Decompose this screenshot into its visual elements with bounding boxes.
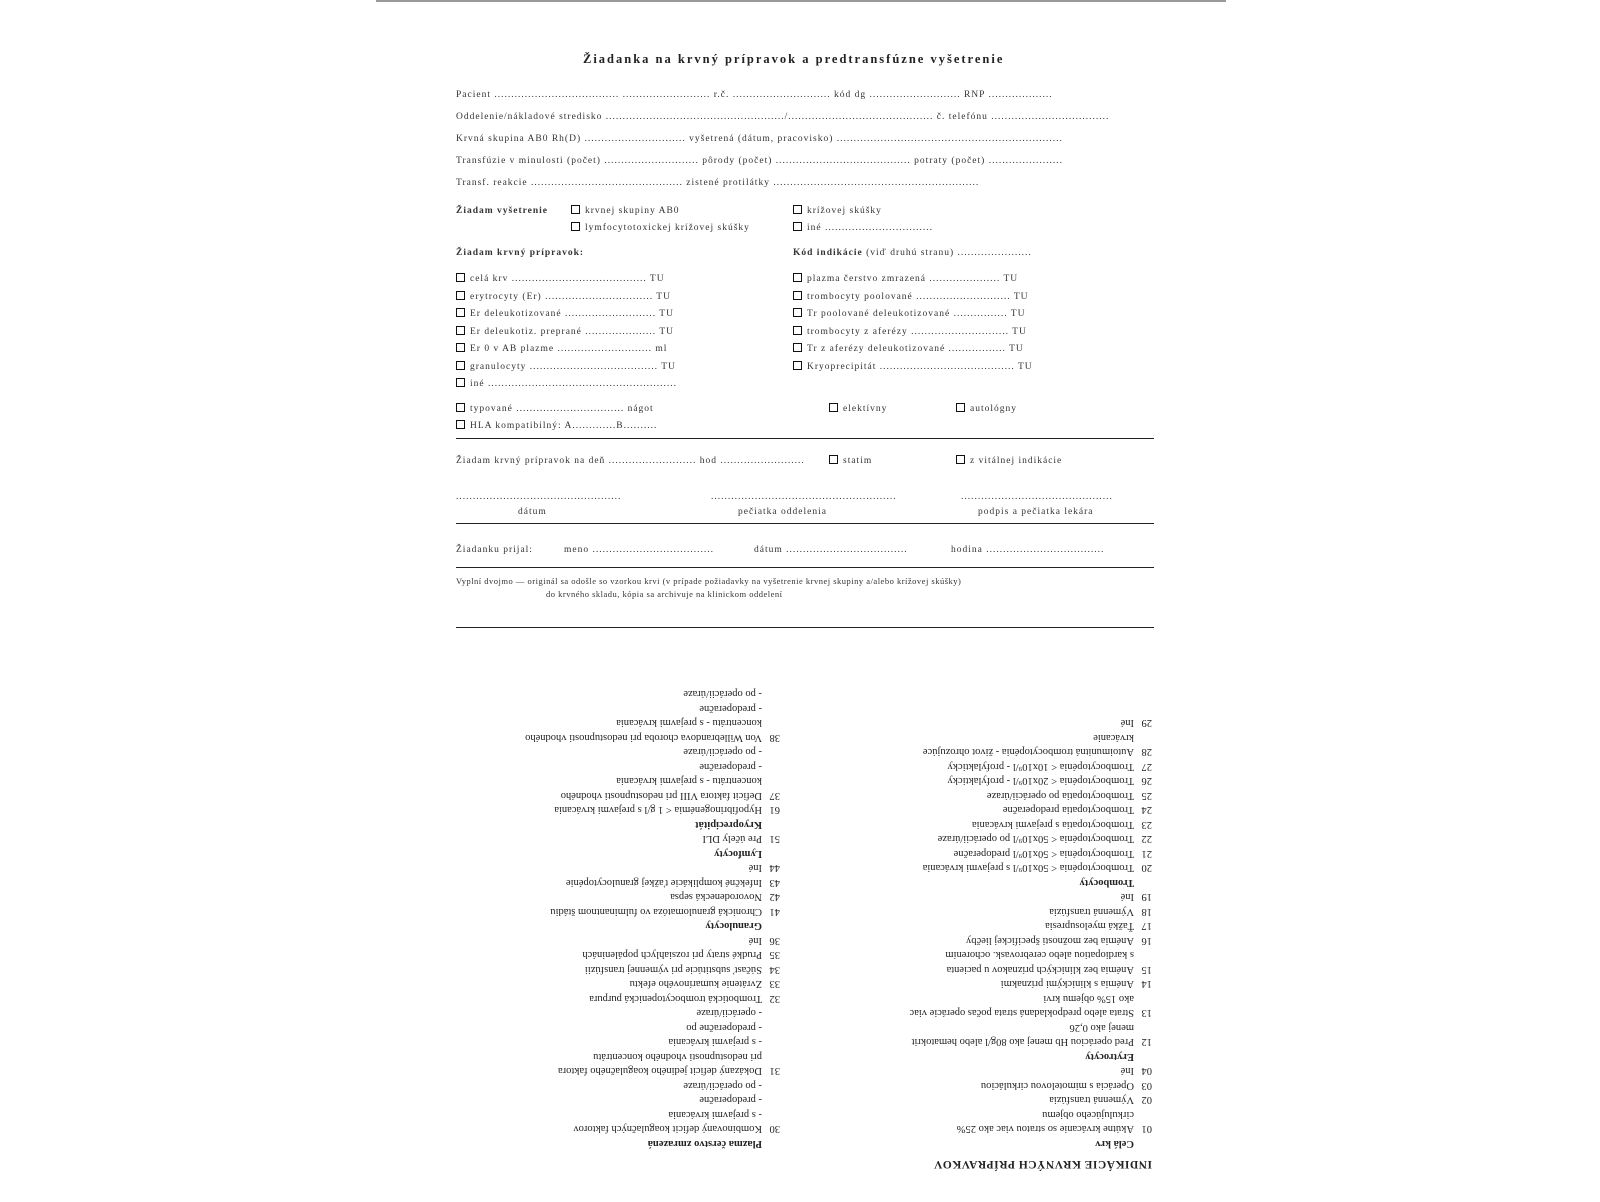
indications-heading: INDIKÁCIE KRVNÝCH PRÍPRAVKOV [933, 1158, 1152, 1170]
indication-code: 27 [1141, 761, 1152, 772]
indication-text: Trombocyty [1079, 877, 1134, 888]
indication-code: 43 [769, 877, 780, 888]
indication-item [910, 744, 1152, 759]
exam-label: Žiadam vyšetrenie [456, 206, 549, 216]
indication-text: Hypofibrinogenémia < 1 g/l s prejavmi krvácania [554, 804, 762, 816]
indication-item [525, 686, 780, 701]
hla-label: HLA kompatibilný: A.............B.......... [470, 421, 658, 431]
indication-item [525, 860, 780, 875]
product-item-label: trombocyty z aferézy ............................. TU [807, 327, 1027, 337]
indication-code: 19 [1141, 891, 1152, 903]
indication-text: Trombocytopénia < 50x10⁹/l po operácii/úraze [937, 833, 1134, 845]
received-date: dátum .................................... [754, 545, 908, 555]
indication-text: Iné [1120, 717, 1134, 729]
exam-option-label: lymfocytotoxickej krížovej skúšky [585, 223, 750, 233]
indication-item [910, 904, 1152, 919]
indication-item [525, 715, 780, 730]
indication-text: - po operácii/úraze [683, 688, 762, 700]
elective-label: elektívny [843, 404, 888, 414]
received-hour: hodina ................................... [951, 545, 1105, 555]
product-item-label: trombocyty poolované ............................ TU [807, 292, 1029, 302]
indication-item [525, 773, 780, 788]
product-item-label: Tr z aferézy deleukotizované ................. TU [807, 344, 1024, 354]
indication-text: Trombocytopénia < 50x10⁹/l predoperačne [953, 848, 1134, 859]
indication-text: Pred operáciou Hb menej ako 80g/l alebo hematokrit [911, 1036, 1134, 1048]
indication-item [525, 1034, 780, 1049]
indication-item [910, 788, 1152, 803]
vital-label: z vitálnej indikácie [970, 456, 1063, 466]
indication-code: 35 [769, 949, 780, 961]
patient-row: Pacient ..................................... .......................... r.č. ............................. kód dg ........................... RNP ................... [456, 90, 1053, 100]
indication-text: Lymfocyty [714, 848, 762, 859]
indication-item [910, 817, 1152, 832]
indication-code: 23 [1141, 819, 1152, 830]
indication-code: 04 [1141, 1065, 1152, 1077]
indication-code: 24 [1141, 804, 1152, 816]
indication-text: - predoperačne [699, 1094, 762, 1106]
indication-item [910, 918, 1152, 933]
indication-item [525, 759, 780, 774]
indication-text: koncentrátu - s prejavmi krvácania [616, 775, 762, 787]
dots: ....................................................... [711, 492, 897, 502]
product-item-label: erytrocyty (Er) ................................ TU [470, 292, 671, 302]
product-item-label: granulocyty ...................................... TU [470, 362, 676, 372]
indication-code: 29 [1141, 717, 1152, 729]
indication-item [525, 889, 780, 904]
indication-text: krvácanie [1093, 732, 1134, 743]
indication-group-heading [525, 918, 780, 933]
indication-code: 16 [1141, 935, 1152, 946]
indication-text: cirkulujúceho objemu [1042, 1109, 1134, 1120]
indication-text: Anémia s klinickými príznakmi [1000, 978, 1134, 990]
indication-code: 30 [769, 1123, 780, 1135]
indication-text: Novorodenecká sepsa [670, 891, 762, 903]
indication-item [910, 759, 1152, 774]
indication-text: Kombinovaný deficit koagulačných faktorov [573, 1123, 762, 1135]
indication-code: 13 [1141, 1007, 1152, 1019]
indication-item [525, 1049, 780, 1064]
indication-text: Trombocytopénia < 50x10⁹/l s prejavmi krvácania [922, 862, 1134, 874]
indication-item [525, 904, 780, 919]
indication-item [525, 947, 780, 962]
indication-code: 31 [769, 1065, 780, 1077]
indication-item [525, 962, 780, 977]
indication-item [910, 846, 1152, 861]
indication-code: 37 [769, 790, 780, 801]
indication-code: 44 [769, 862, 780, 874]
indication-code: 20 [1141, 862, 1152, 874]
exam-option-label: krížovej skúšky [807, 206, 882, 216]
indication-item [910, 1020, 1152, 1035]
footnote-line: Vyplní dvojmo — originál sa odošle so vzorkou krvi (v prípade požiadavky na vyšetrenie krvnej skupiny a/alebo krížovej skúšky) [456, 576, 962, 586]
product-item-label: plazma čerstvo zmrazená ..................... TU [807, 274, 1019, 284]
indication-item [910, 962, 1152, 977]
indication-code: 26 [1141, 775, 1152, 787]
indication-text: Chronická granulomatóza vo fulminantnom štádiu [550, 906, 762, 917]
indication-item [525, 933, 780, 948]
indication-item [525, 1005, 780, 1020]
indication-text: Trombocytopatia s prejavmi krvácania [971, 819, 1134, 830]
indication-item [525, 701, 780, 716]
dots: ................................................. [456, 492, 622, 502]
indication-code: 15 [1141, 964, 1152, 975]
indication-code: 22 [1141, 833, 1152, 845]
indication-item [910, 1107, 1152, 1122]
indication-item [910, 715, 1152, 730]
indication-code: 51 [769, 833, 780, 845]
indication-item [910, 1078, 1152, 1093]
signature-department-stamp: pečiatka oddelenia [738, 507, 827, 517]
exam-option-label: iné ................................ [807, 223, 933, 233]
indication-text: koncentrátu - s prejavmi krvácania [616, 717, 762, 729]
indication-item [910, 976, 1152, 991]
indication-text: Autoimunitná trombocytopénia - život ohrozujúce [922, 746, 1134, 758]
indication-item [910, 933, 1152, 948]
indication-text: Infekčné komplikácie ťažkej granulocytopénie [565, 877, 762, 888]
indication-code: 36 [769, 935, 780, 946]
indication-text: s kardiopatiou alebo cerebrovask. ochorením [945, 949, 1134, 961]
indication-text: Trombocytopatia predoperačne [1002, 804, 1134, 816]
dots: ............................................. [961, 492, 1113, 502]
indication-text: Anémia bez možnosti špecifickej liečby [966, 935, 1134, 946]
indication-item [525, 788, 780, 803]
product-item-label: iné ........................................................ [470, 379, 677, 389]
indication-item [525, 831, 780, 846]
indication-item [525, 1078, 780, 1093]
indication-item [910, 860, 1152, 875]
indication-note: (viď druhú stranu) ...................... [866, 248, 1032, 258]
indication-text: - predoperačne [699, 761, 762, 772]
indication-text: ako 15% objemu krvi [1043, 993, 1134, 1004]
indication-code: 41 [769, 906, 780, 917]
indication-text: - s prejavmi krvácania [668, 1109, 762, 1120]
signature-doctor: podpis a pečiatka lekára [978, 507, 1094, 517]
received-label: Žiadanku prijal: [456, 545, 533, 555]
transfusions-row: Transfúzie v minulosti (počet) ............................ pôrody (počet) ........................................ potraty (počet) ...................... [456, 156, 1063, 166]
indication-text: Trombotická trombocytopenická purpura [589, 993, 762, 1004]
indication-text: Pre účely DLI [702, 833, 762, 845]
indication-code: 21 [1141, 848, 1152, 859]
indication-code: 33 [769, 978, 780, 990]
indication-item [525, 875, 780, 890]
reactions-row: Transf. reakcie ............................................. zistené protilátky ............................................................. [456, 178, 980, 188]
indication-code: 12 [1141, 1036, 1152, 1048]
indication-code: 38 [769, 732, 780, 743]
indication-code: 03 [1141, 1080, 1152, 1091]
indication-text: - s prejavmi krvácania [668, 1036, 762, 1048]
indication-text: Erytrocyty [1085, 1051, 1134, 1062]
indication-item [910, 831, 1152, 846]
indication-text: Výmenná transfúzia [1049, 906, 1134, 917]
indication-item [910, 1034, 1152, 1049]
indication-text: Kryoprecipitát [695, 819, 762, 830]
indication-group-heading [525, 846, 780, 861]
product-item-label: Kryoprecipitát ........................................ TU [807, 362, 1033, 372]
indication-code: 32 [769, 993, 780, 1004]
indication-text: - po operácii/úraze [683, 1080, 762, 1091]
indication-text: Anémia bez klinických príznakov u pacienta [946, 964, 1134, 975]
department-row: Oddelenie/nákladové stredisko ...................................................../........................................... č. telefónu ................................... [456, 112, 1110, 122]
indication-group-heading [525, 817, 780, 832]
indication-item [525, 802, 780, 817]
indication-text: - po operácii/úraze [683, 746, 762, 758]
indication-group-heading [910, 1049, 1152, 1064]
indication-text: Súčasť substitúcie pri výmennej transfúzii [584, 964, 762, 975]
indication-item [525, 1107, 780, 1122]
blood-group-row: Krvná skupina AB0 Rh(D) .............................. vyšetrená (dátum, pracovisko) ................................................................... [456, 134, 1063, 144]
product-item-label: Er 0 v AB plazme ............................ ml [470, 344, 668, 354]
indication-text: Granulocyty [705, 920, 762, 932]
indication-item [910, 889, 1152, 904]
indication-item [910, 773, 1152, 788]
statim-label: statim [843, 456, 873, 466]
received-name: meno .................................... [564, 545, 714, 555]
indication-text: Prudké straty pri rozsiahlych popáleninách [582, 949, 762, 961]
indication-code: 18 [1141, 906, 1152, 917]
indication-text: Deficit faktora VIII pri nedostupnosti vhodného [560, 790, 762, 801]
exam-option-label: krvnej skupiny AB0 [585, 206, 680, 216]
indication-text: pri nedostupnosti vhodného koncentrátu [593, 1051, 762, 1062]
request-day: Žiadam krvný prípravok na deň .......................... hod ......................... [456, 456, 805, 466]
indication-item [910, 991, 1152, 1006]
product-item-label: Tr poolované deleukotizované ................ TU [807, 309, 1026, 319]
indication-text: - operácii/úraze [696, 1007, 762, 1019]
indication-text: menej ako 0,26 [1069, 1022, 1134, 1033]
indication-text: Akútne krvácanie so stratou viac ako 25% [956, 1123, 1134, 1135]
indication-item [910, 802, 1152, 817]
indication-group-heading [910, 1136, 1152, 1151]
autologous-label: autológny [970, 404, 1017, 414]
indication-item [525, 1063, 780, 1078]
indication-text: - predoperačne po [686, 1022, 762, 1033]
indication-label: Kód indikácie [793, 248, 863, 258]
indication-code: 14 [1141, 978, 1152, 990]
indication-item [910, 1092, 1152, 1107]
indication-text: Iné [748, 862, 762, 874]
indication-code: 61 [769, 804, 780, 816]
indication-text: Iné [748, 935, 762, 946]
indication-item [525, 1121, 780, 1136]
indication-code: 25 [1141, 790, 1152, 801]
indications-right-column [525, 686, 780, 1150]
indication-group-heading [525, 1136, 780, 1151]
indication-text: Zvrátenie kumarínového efektu [629, 978, 762, 990]
indication-item [910, 1005, 1152, 1020]
indication-code: 42 [769, 891, 780, 903]
indication-text: Trombocytopénia < 10x10⁹/l - profylakticky [947, 761, 1134, 772]
indication-item [910, 1121, 1152, 1136]
indication-item [525, 991, 780, 1006]
indication-text: Trombocytopénia < 20x10⁹/l - profylakticky [947, 775, 1134, 787]
indication-text: Strata alebo predpokladaná strata počas operácie viac [909, 1007, 1134, 1019]
indication-text: Ťažká myelosupresia [1045, 920, 1134, 932]
indication-text: Dokázaný deficit jediného koagulačného faktora [557, 1065, 762, 1077]
indication-text: Trombocytopatia po operácii/úraze [986, 790, 1134, 801]
product-label: Žiadam krvný prípravok: [456, 248, 585, 258]
indication-code: 28 [1141, 746, 1152, 758]
indication-code: 02 [1141, 1094, 1152, 1106]
indication-text: Plazma čerstvo zmrazená [647, 1138, 762, 1149]
indication-item [525, 1020, 780, 1035]
product-item-label: celá krv ........................................ TU [470, 274, 665, 284]
indication-code: 17 [1141, 920, 1152, 932]
indication-item [525, 976, 780, 991]
typed-label: typované ................................ nágot [470, 404, 654, 414]
indication-code: 34 [769, 964, 780, 975]
indication-item [910, 1063, 1152, 1078]
form-title: Žiadanka na krvný prípravok a predtransfúzne vyšetrenie [583, 52, 1005, 66]
indication-item [910, 730, 1152, 745]
indication-item [525, 744, 780, 759]
product-item-label: Er deleukotizované ........................... TU [470, 309, 674, 319]
indication-text: Iné [1120, 891, 1134, 903]
indication-text: Iné [1120, 1065, 1134, 1077]
indication-text: - predoperačne [699, 703, 762, 714]
indication-item [525, 730, 780, 745]
product-item-label: Er deleukotiz. preprané ..................... TU [470, 327, 675, 337]
signature-date: dátum [518, 507, 547, 517]
indication-group-heading [910, 875, 1152, 890]
footnote-line: do krvného skladu, kópia sa archivuje na klinickom oddelení [546, 589, 783, 599]
indication-text: Operácia s mimotelovou cirkuláciou [980, 1080, 1134, 1091]
indication-text: Výmenná transfúzia [1049, 1094, 1134, 1106]
indication-item [910, 947, 1152, 962]
indication-text: Celá krv [1095, 1138, 1134, 1149]
indication-item [525, 1092, 780, 1107]
indication-code: 01 [1141, 1123, 1152, 1135]
indications-left-column [910, 715, 1152, 1150]
indication-text: Von Willebrandova choroba pri nedostupnosti vhodného [525, 732, 762, 743]
